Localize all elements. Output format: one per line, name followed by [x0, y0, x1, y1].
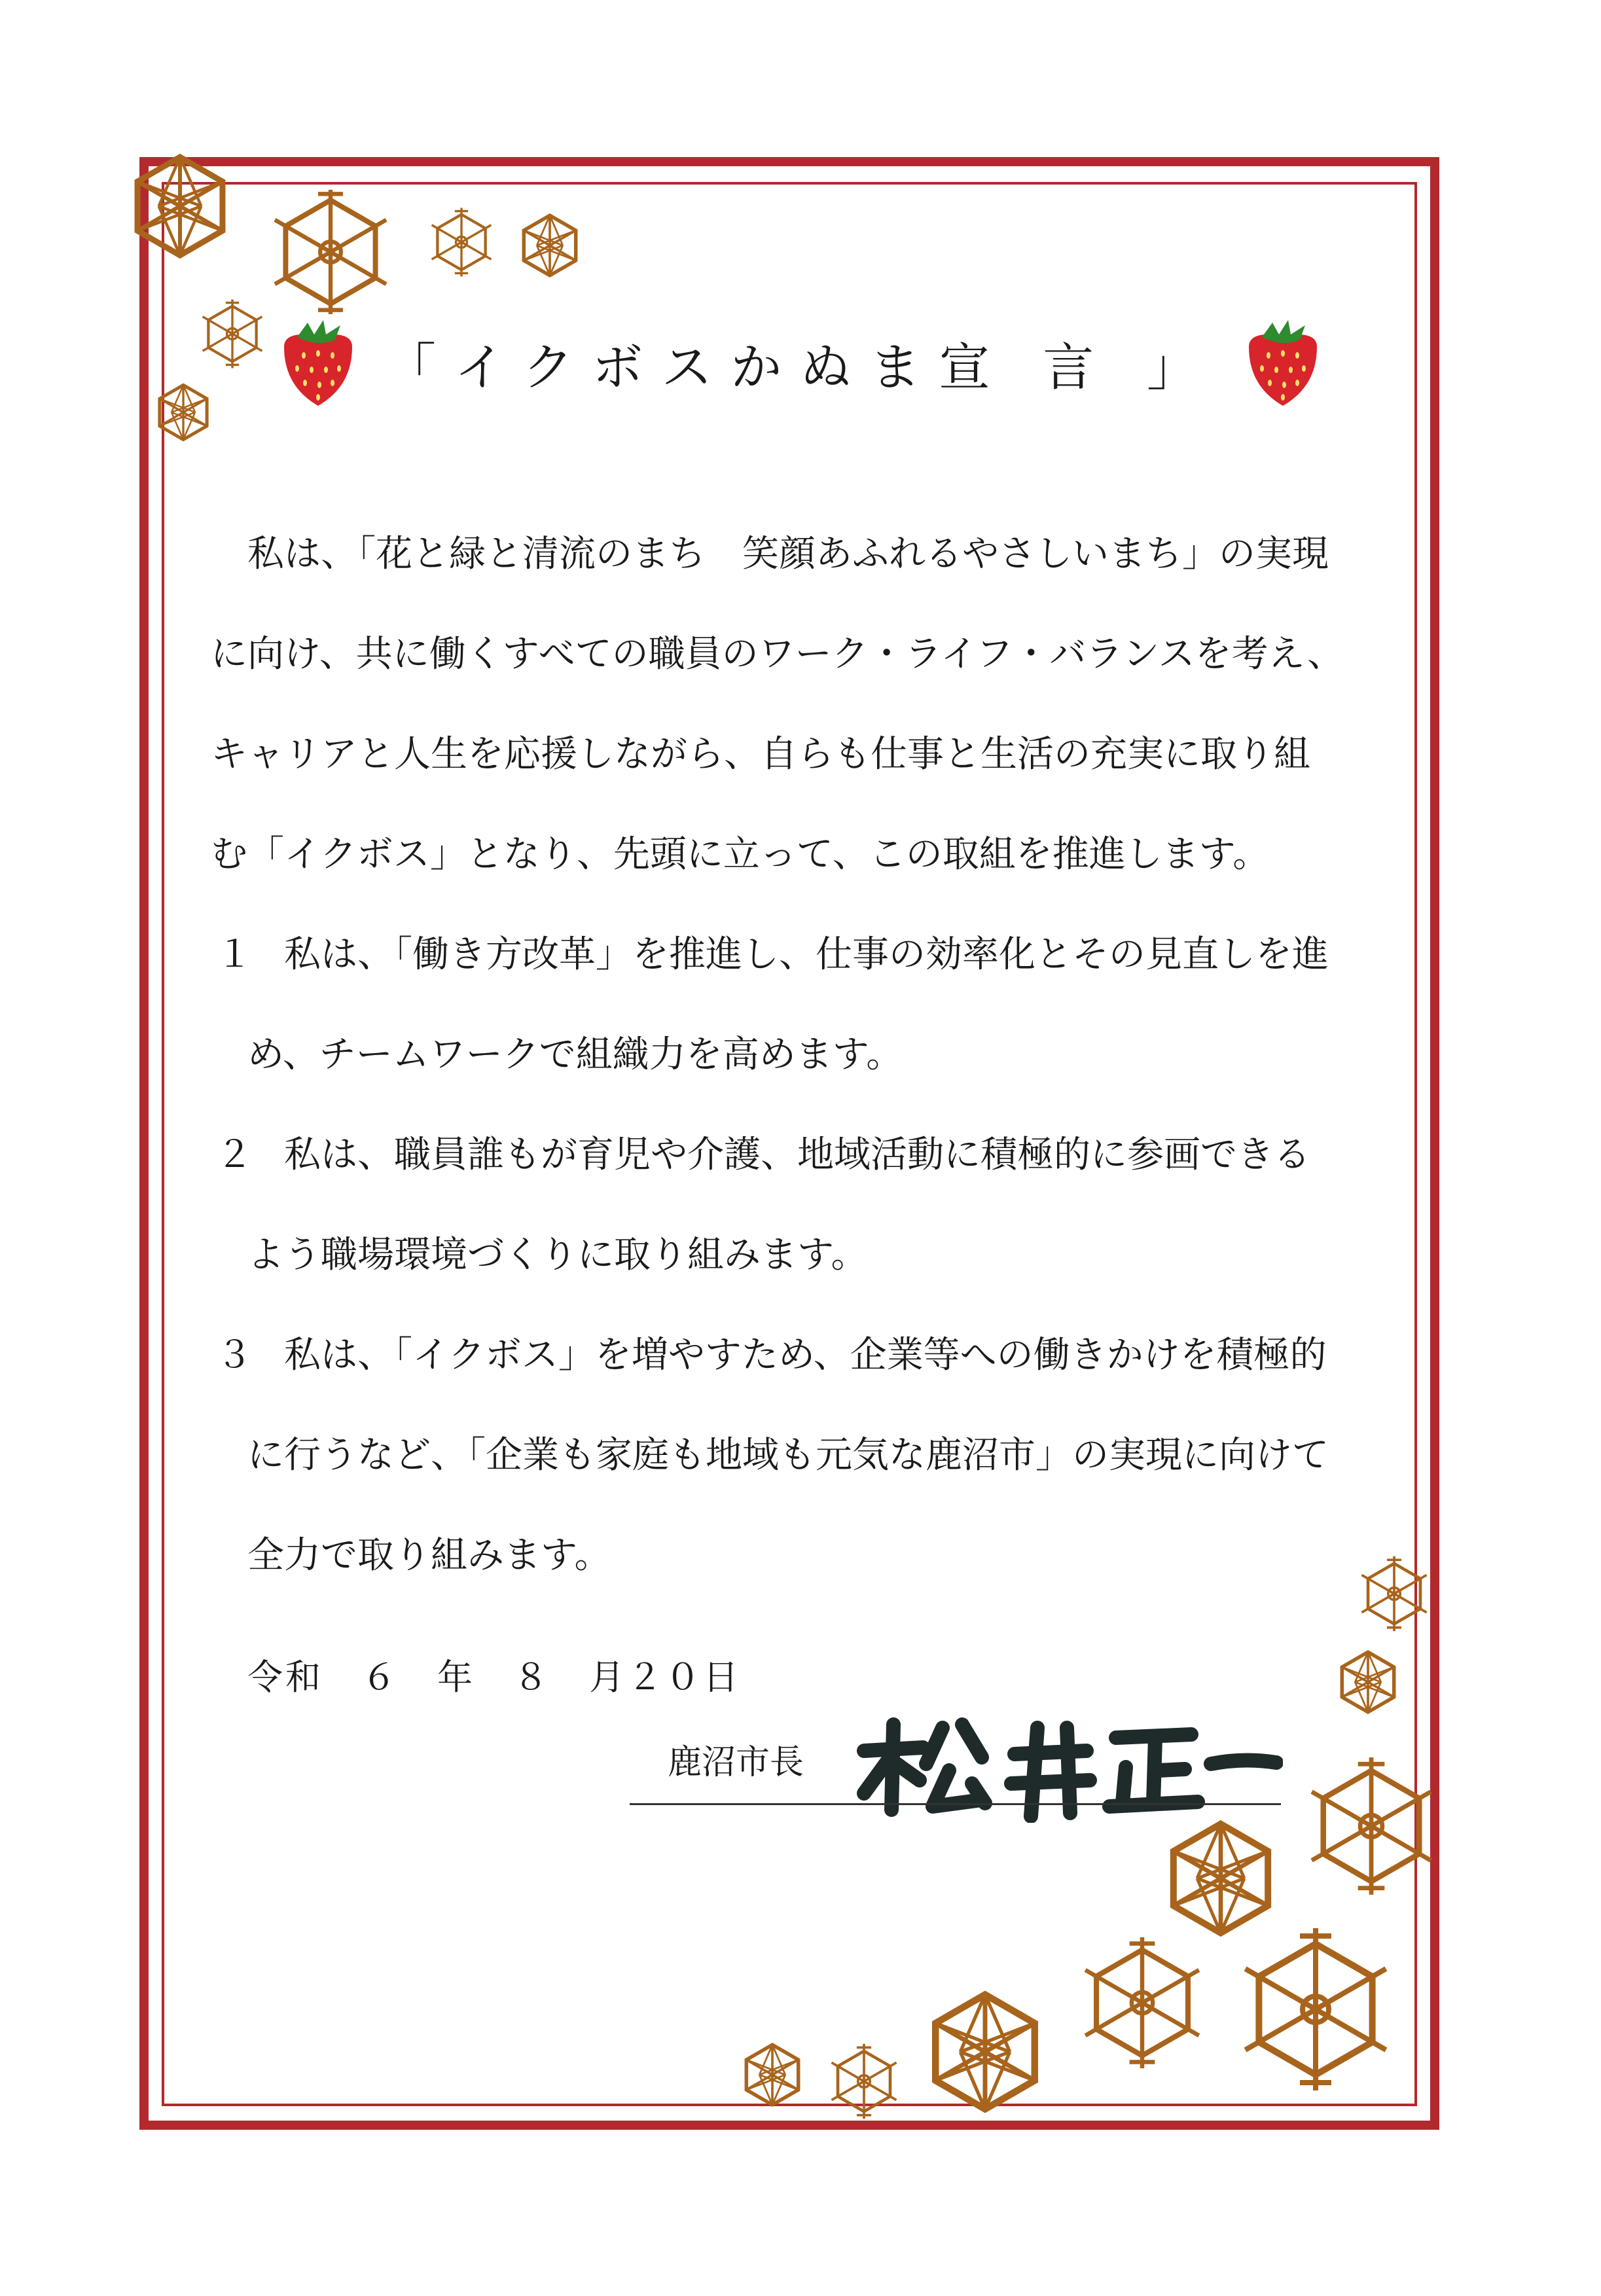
asanoha-ornament-icon: [268, 190, 393, 314]
paragraph-line: に向け、共に働くすべての職員のワーク・ライフ・バランスを考え、: [211, 633, 1344, 675]
paragraph-line: 私は、「花と緑と清流のまち 笑顔あふれるやさしいまち」の実現: [247, 533, 1329, 575]
asanoha-ornament-icon: [1073, 1934, 1211, 2072]
asanoha-ornament-icon: [1299, 1754, 1443, 1898]
pledge-line: 私は、職員誰もが育児や介護、地域活動に積極的に参画できる: [284, 1134, 1310, 1176]
asanoha-ornament-icon: [121, 147, 239, 265]
strawberry-icon: [278, 317, 359, 409]
asanoha-ornament-icon: [825, 2042, 903, 2121]
asanoha-ornament-icon: [1231, 1924, 1401, 2094]
document-title: 「イクボスかぬま宣 言 」: [384, 338, 1217, 397]
asanoha-ornament-icon: [425, 206, 497, 278]
pledge-item-2: [211, 1105, 1369, 1205]
pledge-number: ３: [216, 1334, 253, 1376]
asanoha-ornament-icon: [514, 209, 586, 281]
handwritten-signature: [851, 1712, 1283, 1823]
paragraph-line: キャリアと人生を応援しながら、自らも仕事と生活の充実に取り組: [211, 733, 1310, 776]
pledge-line: 私は、「イクボス」を増やすため、企業等への働きかけを積極的: [284, 1334, 1327, 1376]
pledge-line: よう職場環境づくりに取り組みます。: [247, 1234, 868, 1276]
pledge-item-3: [211, 1305, 1369, 1405]
declaration-body: [211, 504, 1369, 1605]
title-row: [0, 314, 1601, 412]
pledge-number: １: [216, 933, 253, 976]
pledge-item-1: [211, 905, 1369, 1005]
pledge-line: め、チームワークで組織力を高めます。: [247, 1033, 903, 1076]
pledge-line: に行うなど、「企業も家庭も地域も元気な鹿沼市」の実現に向けて: [247, 1434, 1329, 1477]
signature-line: [630, 1803, 1281, 1805]
asanoha-ornament-icon: [1332, 1646, 1404, 1718]
asanoha-ornament-icon: [916, 1983, 1054, 2121]
paragraph-line: む「イクボス」となり、先頭に立って、この取組を推進します。: [211, 833, 1270, 876]
pledge-number: ２: [216, 1134, 253, 1176]
strawberry-icon: [1242, 317, 1323, 409]
asanoha-ornament-icon: [736, 2039, 808, 2111]
declaration-date: 令和 ６ 年 ８ 月２０日: [247, 1657, 741, 1698]
pledge-line: 全力で取り組みます。: [247, 1534, 611, 1577]
pledge-line: 私は、「働き方改革」を推進し、仕事の効率化とその見直しを進: [284, 933, 1329, 976]
signer-title: 鹿沼市長: [668, 1743, 804, 1782]
